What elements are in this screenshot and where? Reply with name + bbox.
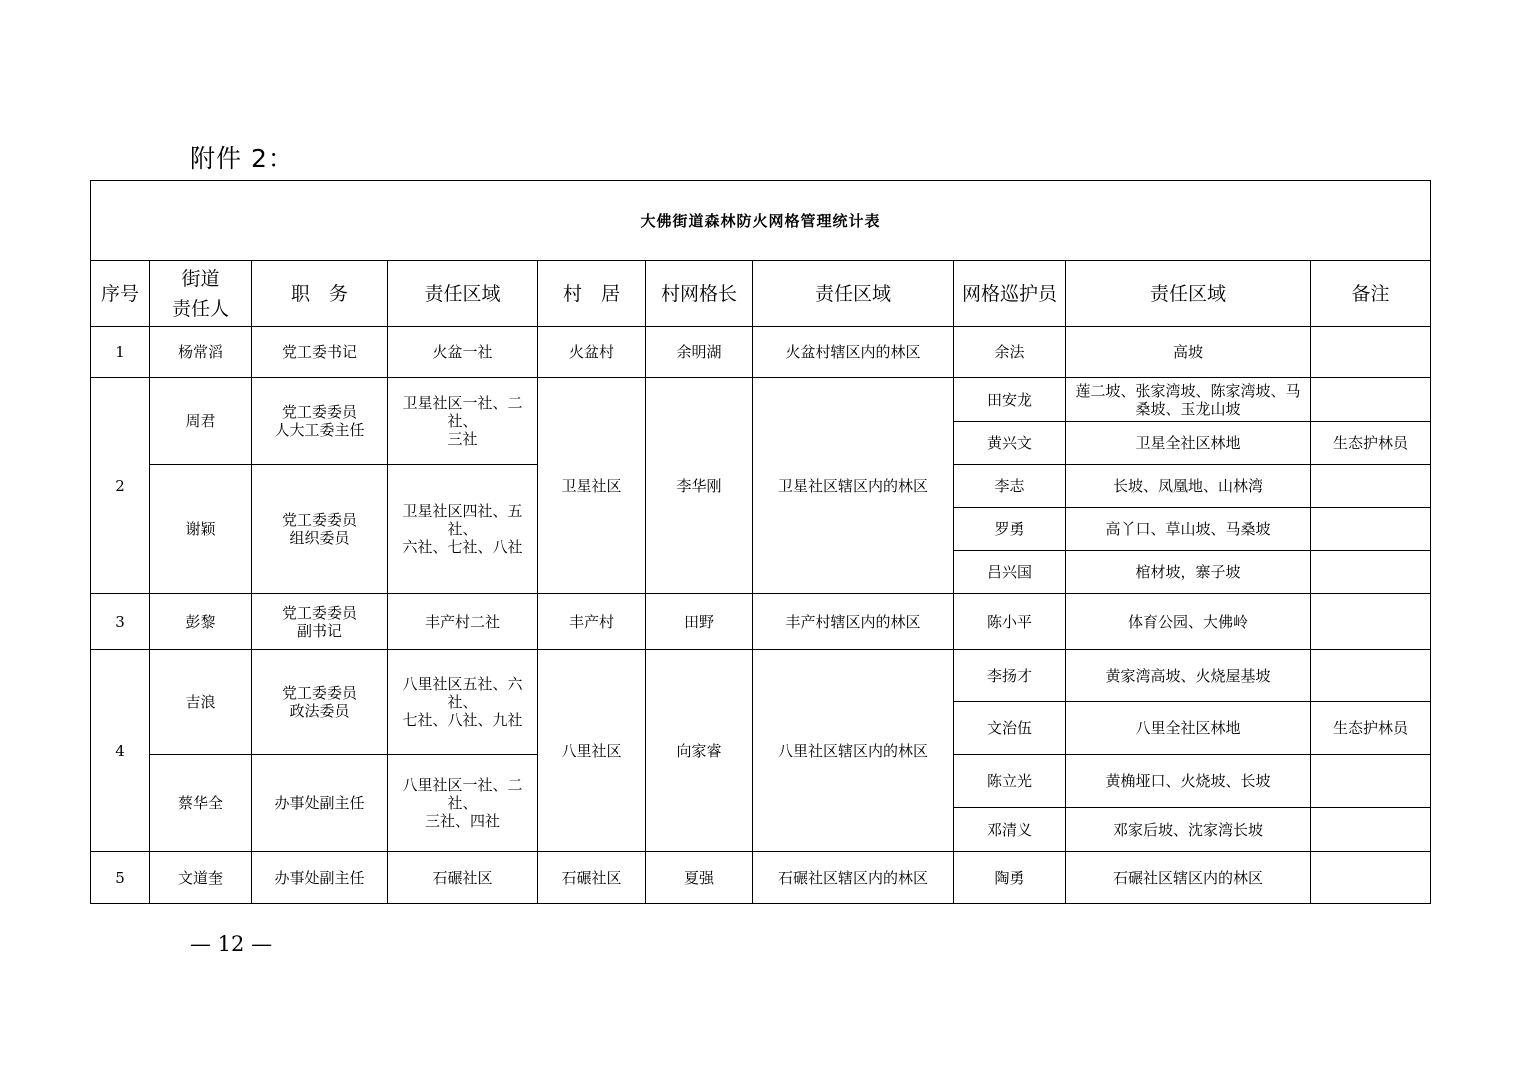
note-cell xyxy=(1311,594,1431,650)
village-cell: 丰产村 xyxy=(538,594,646,650)
forest-fire-grid-table xyxy=(90,180,1431,904)
patrol-cell: 余法 xyxy=(954,327,1066,378)
area3-cell: 黄家湾高坡、火烧屋基坡 xyxy=(1066,650,1311,702)
table-row xyxy=(91,852,1431,904)
note-cell xyxy=(1311,650,1431,702)
page-number: — 12 — xyxy=(190,932,273,956)
person-cell: 杨常滔 xyxy=(150,327,252,378)
seq-cell: 2 xyxy=(91,378,150,594)
header-area-1: 责任区域 xyxy=(388,261,538,327)
header-village: 村 居 xyxy=(538,261,646,327)
patrol-cell: 田安龙 xyxy=(954,378,1066,422)
header-seq: 序号 xyxy=(91,261,150,327)
note-cell xyxy=(1311,378,1431,422)
duty-cell: 党工委委员 政法委员 xyxy=(252,650,388,755)
leader-cell: 余明湖 xyxy=(646,327,753,378)
patrol-cell: 文治伍 xyxy=(954,702,1066,755)
patrol-cell: 李志 xyxy=(954,465,1066,508)
note-cell: 生态护林员 xyxy=(1311,422,1431,465)
person-cell: 吉浪 xyxy=(150,650,252,755)
area1-cell: 卫星社区四社、五社、 六社、七社、八社 xyxy=(388,465,538,594)
patrol-cell: 陈小平 xyxy=(954,594,1066,650)
person-cell: 蔡华全 xyxy=(150,755,252,852)
header-village-leader: 村网格长 xyxy=(646,261,753,327)
seq-cell: 3 xyxy=(91,594,150,650)
table-row xyxy=(91,594,1431,650)
area2-cell: 丰产村辖区内的林区 xyxy=(753,594,954,650)
village-cell: 石碾社区 xyxy=(538,852,646,904)
header-area-2: 责任区域 xyxy=(753,261,954,327)
area3-cell: 邓家后坡、沈家湾长坡 xyxy=(1066,808,1311,852)
patrol-cell: 陈立光 xyxy=(954,755,1066,808)
area3-cell: 高丫口、草山坡、马桑坡 xyxy=(1066,508,1311,551)
person-cell: 周君 xyxy=(150,378,252,465)
duty-cell: 党工委委员 组织委员 xyxy=(252,465,388,594)
village-cell: 卫星社区 xyxy=(538,378,646,594)
area3-cell: 石碾社区辖区内的林区 xyxy=(1066,852,1311,904)
area3-cell: 黄桷垭口、火烧坡、长坡 xyxy=(1066,755,1311,808)
patrol-cell: 邓清义 xyxy=(954,808,1066,852)
note-cell: 生态护林员 xyxy=(1311,702,1431,755)
area2-cell: 石碾社区辖区内的林区 xyxy=(753,852,954,904)
header-duty: 职 务 xyxy=(252,261,388,327)
area3-cell: 八里全社区林地 xyxy=(1066,702,1311,755)
note-cell xyxy=(1311,327,1431,378)
village-cell: 八里社区 xyxy=(538,650,646,852)
area1-cell: 丰产村二社 xyxy=(388,594,538,650)
duty-cell: 党工委书记 xyxy=(252,327,388,378)
note-cell xyxy=(1311,551,1431,594)
note-cell xyxy=(1311,508,1431,551)
header-patrol: 网格巡护员 xyxy=(954,261,1066,327)
note-cell xyxy=(1311,755,1431,808)
patrol-cell: 李扬才 xyxy=(954,650,1066,702)
leader-cell: 向家睿 xyxy=(646,650,753,852)
leader-cell: 田野 xyxy=(646,594,753,650)
area1-cell: 卫星社区一社、二社、 三社 xyxy=(388,378,538,465)
area1-cell: 石碾社区 xyxy=(388,852,538,904)
area3-cell: 高坡 xyxy=(1066,327,1311,378)
attachment-label: 附件 2： xyxy=(190,144,294,173)
area3-cell: 卫星全社区林地 xyxy=(1066,422,1311,465)
table-row xyxy=(91,327,1431,378)
header-area-3: 责任区域 xyxy=(1066,261,1311,327)
table-title: 大佛街道森林防火网格管理统计表 xyxy=(91,181,1431,261)
patrol-cell: 黄兴文 xyxy=(954,422,1066,465)
area3-cell: 长坡、凤凰地、山林湾 xyxy=(1066,465,1311,508)
area1-cell: 八里社区一社、二社、 三社、四社 xyxy=(388,755,538,852)
note-cell xyxy=(1311,808,1431,852)
village-cell: 火盆村 xyxy=(538,327,646,378)
duty-cell: 办事处副主任 xyxy=(252,755,388,852)
person-cell: 文道奎 xyxy=(150,852,252,904)
header-street-person: 街道 责任人 xyxy=(150,261,252,327)
area3-cell: 莲二坡、张家湾坡、陈家湾坡、马 桑坡、玉龙山坡 xyxy=(1066,378,1311,422)
table-row xyxy=(91,650,1431,702)
leader-cell: 李华刚 xyxy=(646,378,753,594)
patrol-cell: 陶勇 xyxy=(954,852,1066,904)
area3-cell: 体育公园、大佛岭 xyxy=(1066,594,1311,650)
seq-cell: 1 xyxy=(91,327,150,378)
duty-cell: 办事处副主任 xyxy=(252,852,388,904)
table-row xyxy=(91,378,1431,422)
header-note: 备注 xyxy=(1311,261,1431,327)
area1-cell: 火盆一社 xyxy=(388,327,538,378)
patrol-cell: 罗勇 xyxy=(954,508,1066,551)
area2-cell: 火盆村辖区内的林区 xyxy=(753,327,954,378)
area2-cell: 八里社区辖区内的林区 xyxy=(753,650,954,852)
area3-cell: 棺材坡，寨子坡 xyxy=(1066,551,1311,594)
duty-cell: 党工委委员 人大工委主任 xyxy=(252,378,388,465)
person-cell: 谢颖 xyxy=(150,465,252,594)
seq-cell: 4 xyxy=(91,650,150,852)
person-cell: 彭黎 xyxy=(150,594,252,650)
seq-cell: 5 xyxy=(91,852,150,904)
area1-cell: 八里社区五社、六社、 七社、八社、九社 xyxy=(388,650,538,755)
note-cell xyxy=(1311,852,1431,904)
duty-cell: 党工委委员 副书记 xyxy=(252,594,388,650)
area2-cell: 卫星社区辖区内的林区 xyxy=(753,378,954,594)
patrol-cell: 吕兴国 xyxy=(954,551,1066,594)
note-cell xyxy=(1311,465,1431,508)
leader-cell: 夏强 xyxy=(646,852,753,904)
